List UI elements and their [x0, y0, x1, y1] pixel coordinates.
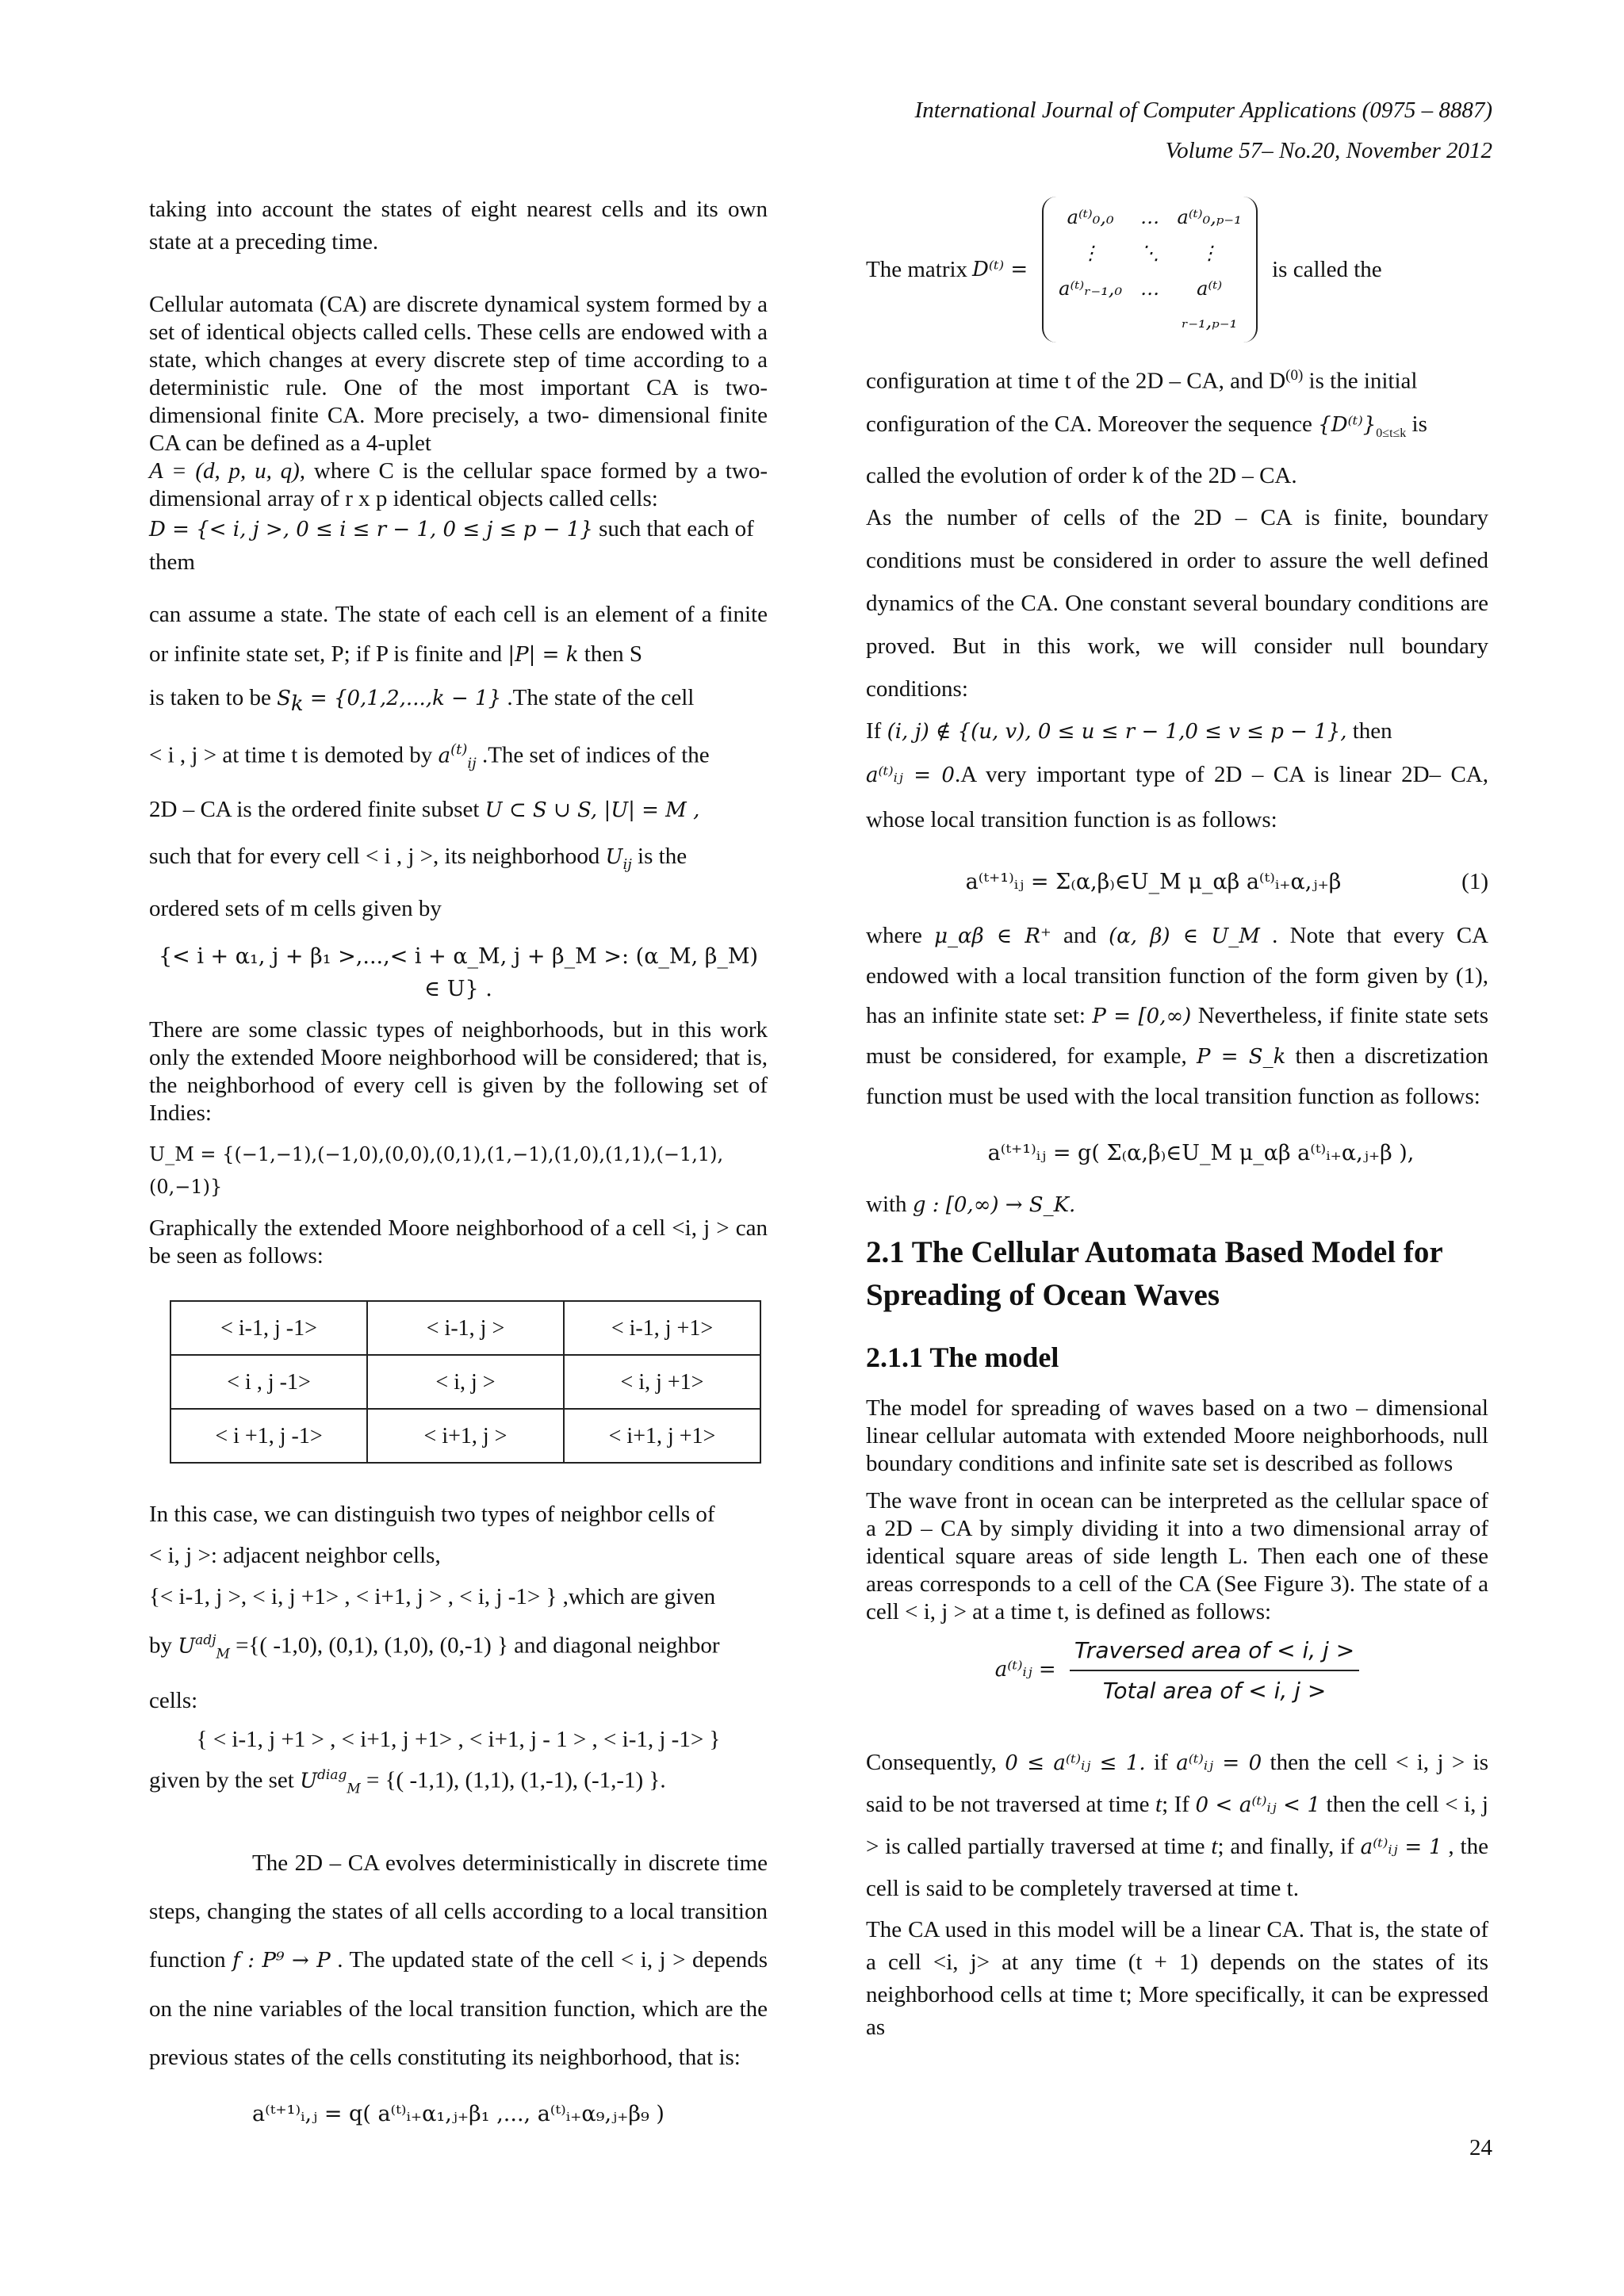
table-cell: < i-1, j +1> [564, 1301, 760, 1355]
paragraph: can assume a state. The state of each cell is an element of a finite or infinite state set, P; if P is finite and |P| = k then S [149, 602, 768, 667]
paragraph: where μ_αβ ∈ R⁺ and (α, β) ∈ U_M . Note that every CA endowed with a local transition function of the form given by (1), has an infinite state set: P = [0,∞) Nevertheless, if finite state sets must be considered, for example, P = S_k then a discretization function must be used with the local transition function as follows: [866, 923, 1488, 1110]
matrix-cell: … [1140, 277, 1160, 300]
diagonal-set: { < i-1, j +1 > , < i+1, j +1> , < i+1, j - 1 > , < i-1, j -1> } [196, 1726, 721, 1752]
table-cell: < i+1, j +1> [564, 1409, 760, 1463]
equation-transition: a⁽ᵗ⁺¹⁾ᵢ,ⱼ = q( a⁽ᵗ⁾ᵢ₊α₁,ⱼ₊β₁ ,..., a⁽ᵗ⁾ᵢ₊α₉,ⱼ₊β₉ ) [252, 2101, 665, 2126]
paragraph: Graphically the extended Moore neighborhood of a cell <i, j > can be seen as follows: [149, 1215, 768, 1269]
subsection-heading: 2.1.1 The model [866, 1341, 1059, 1374]
table-row [170, 1409, 760, 1463]
section-heading: 2.1 The Cellular Automata Based Model for Spreading of Ocean Waves [866, 1235, 1442, 1313]
math-inline: A = (d, p, u, q), [149, 458, 306, 484]
table-cell: < i-1, j -1> [170, 1301, 367, 1355]
paragraph: The wave front in ocean can be interpreted as the cellular space of a 2D – CA by simply dividing it into a two dimensional array of identical square areas of side length L. Then each one of these areas corresponds to a cell of the CA (See Figure 3). The state of a cell < i, j > at a time t, is defined as follows: [866, 1488, 1488, 1625]
paragraph: cells: [149, 1687, 198, 1713]
paragraph: a⁽ᵗ⁾ᵢⱼ = 0.A very important type of 2D – CA is linear 2D– CA, whose local transition function is as follows: [866, 762, 1489, 833]
paragraph: Cellular automata (CA) are discrete dynamical system formed by a set of identical objects called cells. These cells are endowed with a state, which changes at every discrete step of time according to a deterministic rule. One of the most important CA is two-dimensional finite CA. More precisely, a two- dimensional finite CA can be defined as a 4-uplet [149, 292, 768, 456]
table-cell: < i+1, j > [367, 1409, 564, 1463]
paragraph: {< i-1, j >, < i, j +1> , < i+1, j > , < i, j -1> } ,which are given [149, 1584, 716, 1610]
paragraph: configuration at time t of the 2D – CA, and $D^{(0)}$ is the initial [866, 367, 1418, 394]
paragraph: such that for every cell < i , j >, its neighborhood $U_{ij}$ is the [149, 844, 688, 874]
paragraph: A = (d, p, u, q), where C is the cellular space formed by a two- dimensional array of r x p identical objects called cells: [149, 458, 768, 511]
paragraph: If (i, j) ∉ {(u, v), 0 ≤ u ≤ r − 1,0 ≤ v ≤ p − 1}, then [866, 718, 1392, 744]
equation-number: (1) [1461, 869, 1488, 895]
paragraph: with g : [0,∞) → S_K. [866, 1192, 1076, 1218]
matrix-line: The matrix D⁽ᵗ⁾ = a⁽ᵗ⁾₀,₀ … a⁽ᵗ⁾₀,ₚ₋₁ ⋮ ⋱ ⋮ a⁽ᵗ⁾ᵣ₋₁,₀ … a⁽ᵗ⁾ᵣ₋₁,ₚ₋₁ is called the [866, 197, 1488, 342]
matrix-cell: … [1140, 206, 1160, 228]
table-cell: < i, j +1> [564, 1355, 760, 1409]
state-definition: a⁽ᵗ⁾ᵢⱼ = $\frac{\text{Traversed area of < i, j >}}{\text{Total area of < i, j >}}$ [866, 1634, 1488, 1707]
equation-line: D = {< i, j >, 0 ≤ i ≤ r − 1, 0 ≤ j ≤ p − 1} such that each of them [149, 516, 754, 575]
paragraph: < i, j >: adjacent neighbor cells, [149, 1543, 441, 1569]
paragraph: taking into account the states of eight nearest cells and its own state at a preceding time. [149, 197, 768, 254]
equation-neighborhood-set: {< i + α₁, j + β₁ >,...,< i + α_M, j + β_M >: (α_M, β_M) ∈ U} . [158, 944, 759, 1002]
configuration-matrix [1042, 197, 1258, 342]
paragraph: The model for spreading of waves based on a two – dimensional linear cellular automata with extended Moore neighborhoods, null boundary conditions and infinite sate set is described as follows [866, 1395, 1488, 1477]
paragraph: Consequently, 0 ≤ a⁽ᵗ⁾ᵢⱼ ≤ 1. if a⁽ᵗ⁾ᵢⱼ = 0 then the cell < i, j > is said to be not traversed at time t; If 0 < a⁽ᵗ⁾ᵢⱼ < 1 then the cell < i, j > is called partially traversed at time t; and finally, if a⁽ᵗ⁾ᵢⱼ = 1 , the cell is said to be completely traversed at time t. [866, 1750, 1489, 1902]
paragraph: ordered sets of m cells given by [149, 896, 442, 922]
table-cell: < i, j > [367, 1355, 564, 1409]
paragraph: As the number of cells of the 2D – CA is finite, boundary conditions must be considered in order to assure the well defined dynamics of the CA. One constant several boundary conditions are proved. But in this work, we will consider null boundary conditions: [866, 505, 1488, 702]
matrix-cell: a⁽ᵗ⁾₀,ₚ₋₁ [1177, 206, 1242, 228]
matrix-cell: a⁽ᵗ⁾ᵣ₋₁,ₚ₋₁ [1182, 277, 1238, 332]
paragraph: is taken to be $S_k = \{0,1,2,...,k - 1\}$ .The state of the cell [149, 685, 695, 716]
table-cell: < i , j -1> [170, 1355, 367, 1409]
matrix-cell: a⁽ᵗ⁾₀,₀ [1067, 206, 1114, 228]
fraction: $\frac{\text{Traversed area of < i, j >}}{\text{Total area of < i, j >}}$ [1070, 1634, 1359, 1707]
table-cell: < i-1, j > [367, 1301, 564, 1355]
right-column [866, 193, 1488, 2044]
equation-moore-set: U_M = {(−1,−1),(−1,0),(0,0),(0,1),(1,−1),(1,0),(1,1),(−1,1),(0,−1)} [149, 1143, 724, 1199]
paragraph: The CA used in this model will be a linear CA. That is, the state of a cell <i, j> at any time (t + 1) depends on the states of its neighborhood cells at time t; More specifically, it can be expressed as [866, 1917, 1488, 2041]
left-column [149, 193, 768, 2141]
matrix-cell: ⋮ [1200, 242, 1220, 264]
paragraph: given by the set $U^{diag}_M$ = {( -1,1), (1,1), (1,-1), (-1,-1) }. [149, 1766, 666, 1797]
paragraph: < i , j > at time t is demoted by $a^{(t)}_{ij}$ .The set of indices of the [149, 740, 710, 772]
math-inline: D = {< i, j >, 0 ≤ i ≤ r − 1, 0 ≤ j ≤ p − 1} [149, 518, 593, 541]
table-row [170, 1355, 760, 1409]
volume-header: Volume 57– No.20, November 2012 [1165, 138, 1492, 163]
paragraph: 2D – CA is the ordered finite subset U ⊂ S ∪ S, |U| = M , [149, 797, 700, 823]
equation-1: a⁽ᵗ⁺¹⁾ᵢⱼ = Σ₍α,β₎∈U_M μ_αβ a⁽ᵗ⁾ᵢ₊α,ⱼ₊β (1) [866, 866, 1488, 898]
matrix-cell: ⋮ [1081, 242, 1101, 264]
table-cell: < i +1, j -1> [170, 1409, 367, 1463]
matrix-cell: ⋱ [1140, 242, 1160, 264]
paragraph: configuration of the CA. Moreover the sequence $\{D^(ᵗ^)\}_{0\le t\le k}$ is [866, 411, 1427, 440]
paragraph: In this case, we can distinguish two types of neighbor cells of [149, 1502, 715, 1528]
paragraph: There are some classic types of neighborhoods, but in this work only the extended Moore neighborhood will be considered; that is, the neighborhood of every cell is given by the following set of Indies: [149, 1017, 768, 1127]
table-row [170, 1301, 760, 1355]
paragraph: called the evolution of order k of the 2D – CA. [866, 463, 1297, 489]
page-number: 24 [1469, 2135, 1492, 2160]
journal-header: International Journal of Computer Applications (0975 – 8887) [914, 98, 1492, 123]
paragraph: by $U^{adj}_M$ ={( -1,0), (0,1), (1,0), (0,-1) } and diagonal neighbor [149, 1632, 720, 1663]
paragraph: The 2D – CA evolves deterministically in discrete time steps, changing the states of all cells according to a local transition function f : P⁹ → P . The updated state of the cell < i, j > depends on the nine variables of the local transition function, which are the previous states of the cells constituting its neighborhood, that is: [149, 1850, 768, 2070]
matrix-cell: a⁽ᵗ⁾ᵣ₋₁,₀ [1059, 277, 1123, 300]
equation-discretized: a⁽ᵗ⁺¹⁾ᵢⱼ = g( Σ₍α,β₎∈U_M μ_αβ a⁽ᵗ⁾ᵢ₊α,ⱼ₊β ), [987, 1141, 1415, 1166]
neighborhood-table [170, 1300, 761, 1464]
